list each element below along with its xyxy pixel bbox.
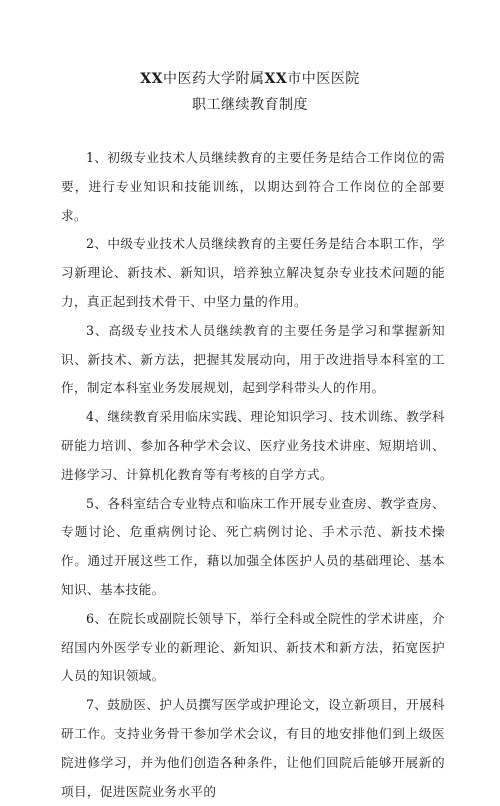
paragraph-1: 1、初级专业技术人员继续教育的主要任务是结合工作岗位的需要，进行专业知识和技能训练，以期达到符合工作岗位的全部要求。 [61, 150, 445, 223]
paragraph-2: 2、中级专业技术人员继续教育的主要任务是结合本职工作，学习新理论、新技术、新知识，培养独立解决复杂专业技术问题的能力，真正起到技术骨干、中坚力量的作用。 [61, 236, 445, 309]
paragraph-7: 7、鼓励医、护人员撰写医学或护理论文，设立新项目，开展科研工作。支持业务骨干参加学术会议，有目的地安排他们到上级医院进修学习，并为他们创造各种条件，让他们回院后能够开展新的项目，促进医院业务水平的 [61, 697, 445, 799]
paragraph-3: 3、高级专业技术人员继续教育的主要任务是学习和掌握新知识、新技术、新方法，把握其发展动向，用于改进指导本科室的工作，制定本科室业务发展规划，起到学科带头人的作用。 [61, 322, 445, 396]
document-title-block [0, 66, 500, 118]
document-title: 职工继续教育制度 [192, 97, 308, 113]
document-title-organization: XX中医药大学附属XX市中医医院 [140, 71, 360, 87]
paragraph-4: 4、继续教育采用临床实践、理论知识学习、技术训练、教学科研能力培训、参加各种学术会议、医疗业务技术讲座、短期培训、进修学习、计算机化教育等有考核的自学方式。 [61, 409, 445, 482]
paragraph-5: 5、各科室结合专业特点和临床工作开展专业查房、教学查房、专题讨论、危重病例讨论、死亡病例讨论、手术示范、新技术操作。通过开展这些工作，藉以加强全体医护人员的基础理论、基本知识、基本技能。 [61, 495, 445, 597]
paragraph-6: 6、在院长或副院长领导下，举行全科或全院性的学术讲座，介绍国内外医学专业的新理论、新知识、新技术和新方法，拓宽医护人员的知识领域。 [61, 610, 445, 684]
